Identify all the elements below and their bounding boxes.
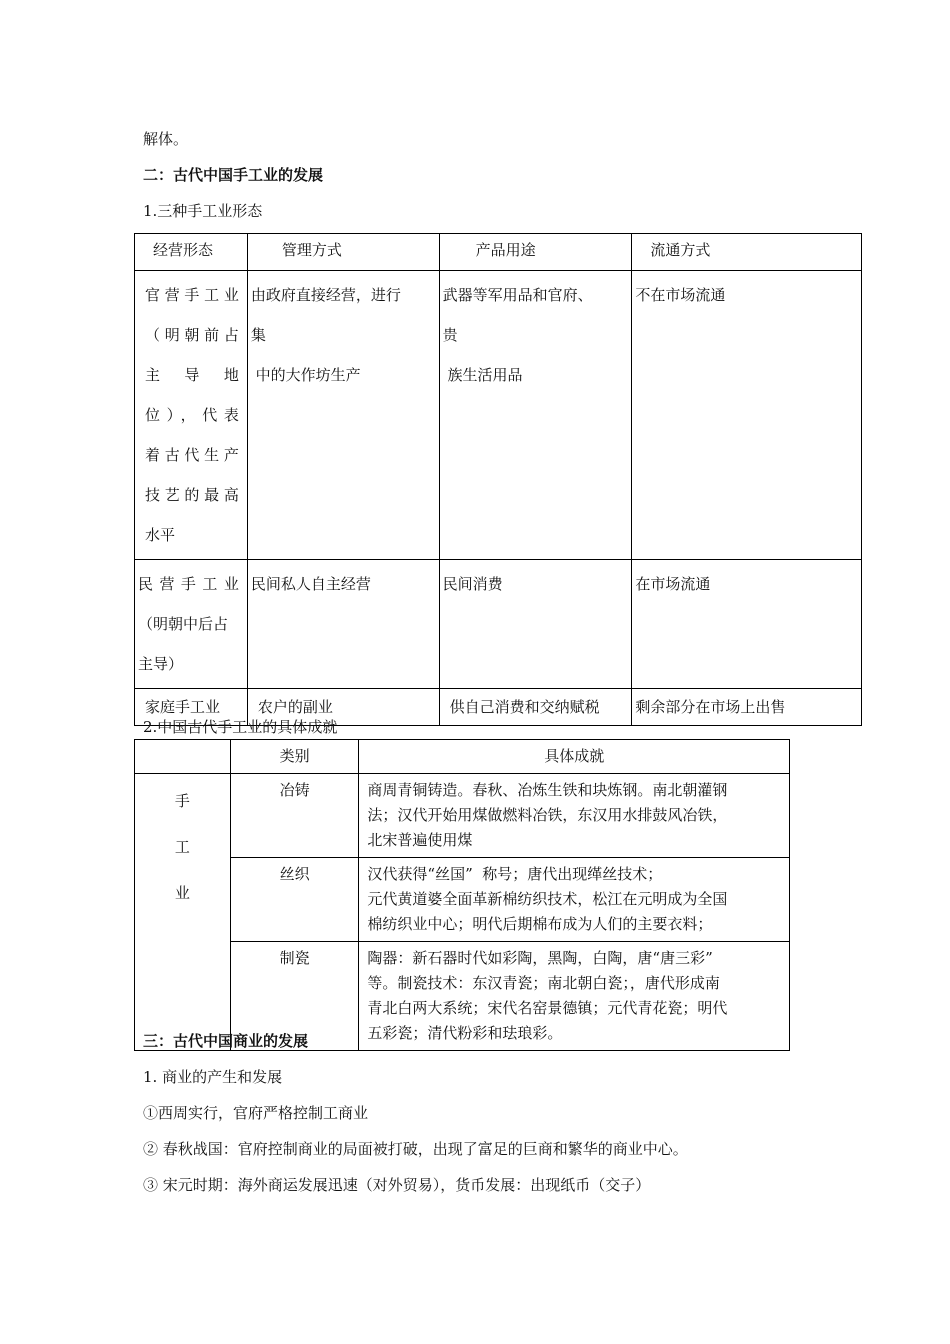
- list-item: ①西周实行，官府严格控制工商业: [143, 1104, 369, 1122]
- circulation-cell: 在市场流通: [632, 560, 862, 689]
- usage-cell: 供自己消费和交纳赋税: [439, 689, 632, 726]
- cell-line: 集: [250, 326, 266, 344]
- side-char: 工: [174, 838, 190, 856]
- cell-line: 民营手工业: [138, 575, 239, 593]
- header-cell: 经营形态: [135, 234, 248, 271]
- achievements-table: [134, 739, 790, 1051]
- table-row: [135, 560, 862, 689]
- cell-line: 族生活用品: [442, 366, 523, 384]
- cell-line: 法；汉代开始用煤做燃料冶铁，东汉用水排鼓风冶铁，: [367, 806, 728, 824]
- cell-line: 武器等军用品和官府、: [442, 286, 593, 304]
- category-cell: 丝织: [230, 858, 359, 942]
- side-label-cell: [135, 774, 231, 1051]
- management-cell: 民间私人自主经营: [247, 560, 439, 689]
- form-cell: [135, 271, 248, 560]
- achievement-cell: [359, 942, 790, 1051]
- header-cell: 流通方式: [632, 234, 862, 271]
- achievement-cell: [359, 858, 790, 942]
- cell-line: 商周青铜铸造。春秋、冶炼生铁和块炼钢。南北朝灌钢: [367, 781, 728, 799]
- side-char: 业: [174, 884, 190, 902]
- cell-line: 棉纺织业中心；明代后期棉布成为人们的主要衣料；: [367, 915, 713, 933]
- cell-line: 青北白两大系统；宋代名窑景德镇；元代青花瓷；明代: [367, 999, 728, 1017]
- cell-line: 贵: [442, 326, 458, 344]
- cell-line: 主导）: [138, 655, 184, 673]
- cell-line: 中的大作坊生产: [250, 366, 361, 384]
- table-row: [135, 271, 862, 560]
- table-header-row: [135, 740, 790, 774]
- handicraft-forms-table: [134, 233, 862, 726]
- cell-line: 官营手工业: [145, 286, 239, 304]
- table-header-row: [135, 234, 862, 271]
- management-cell: 农户的副业: [247, 689, 439, 726]
- list-item: ③ 宋元时期：海外商运发展迅速（对外贸易），货币发展：出现纸币（交子）: [143, 1176, 651, 1194]
- usage-cell: [439, 271, 632, 560]
- cell-line: 水平: [145, 526, 176, 544]
- header-cell: 管理方式: [247, 234, 439, 271]
- cell-line: 陶器：新石器时代如彩陶，黑陶，白陶，唐“唐三彩”: [367, 949, 713, 967]
- table-row: [135, 858, 790, 942]
- management-cell: [247, 271, 439, 560]
- cell-line: 等。制瓷技术：东汉青瓷；南北朝白瓷；，唐代形成南: [367, 974, 720, 992]
- category-cell: 冶铸: [230, 774, 359, 858]
- cell-line: 主 导 地: [145, 366, 239, 384]
- header-cell: 具体成就: [359, 740, 790, 774]
- table-row: [135, 774, 790, 858]
- section-heading: 二：古代中国手工业的发展: [143, 166, 324, 184]
- cell-line: （明朝中后占: [138, 615, 229, 633]
- subheading: 1.三种手工业形态: [143, 202, 263, 220]
- header-cell-empty: [135, 740, 231, 774]
- subheading: 2.中国古代手工业的具体成就: [143, 718, 338, 736]
- cell-line: 汉代获得“丝国” 称号；唐代出现缂丝技术；: [367, 865, 663, 883]
- header-cell: 类别: [230, 740, 359, 774]
- list-item: ② 春秋战国：官府控制商业的局面被打破，出现了富足的巨商和繁华的商业中心。: [143, 1140, 688, 1158]
- category-cell: 制瓷: [230, 942, 359, 1051]
- cell-line: （明朝前占: [145, 326, 239, 344]
- cell-line: 由政府直接经营，进行: [250, 286, 401, 304]
- subheading: 1. 商业的产生和发展: [143, 1068, 283, 1086]
- cell-line: 五彩瓷；清代粉彩和珐琅彩。: [367, 1024, 563, 1042]
- text-line: 解体。: [143, 130, 189, 148]
- form-cell: [135, 560, 248, 689]
- achievement-cell: [359, 774, 790, 858]
- usage-cell: 民间消费: [439, 560, 632, 689]
- circulation-cell: 剩余部分在市场上出售: [632, 689, 862, 726]
- form-cell: 家庭手工业: [135, 689, 248, 726]
- header-cell: 产品用途: [439, 234, 632, 271]
- cell-line: 元代黄道婆全面革新棉纺织技术，松江在元明成为全国: [367, 890, 728, 908]
- cell-line: 位），代表: [145, 406, 239, 424]
- section-heading: 三：古代中国商业的发展: [143, 1032, 309, 1050]
- circulation-cell: 不在市场流通: [632, 271, 862, 560]
- side-char: 手: [174, 792, 190, 810]
- cell-line: 技艺的最高: [145, 486, 239, 504]
- cell-line: 北宋普遍使用煤: [367, 831, 473, 849]
- cell-line: 着古代生产: [145, 446, 239, 464]
